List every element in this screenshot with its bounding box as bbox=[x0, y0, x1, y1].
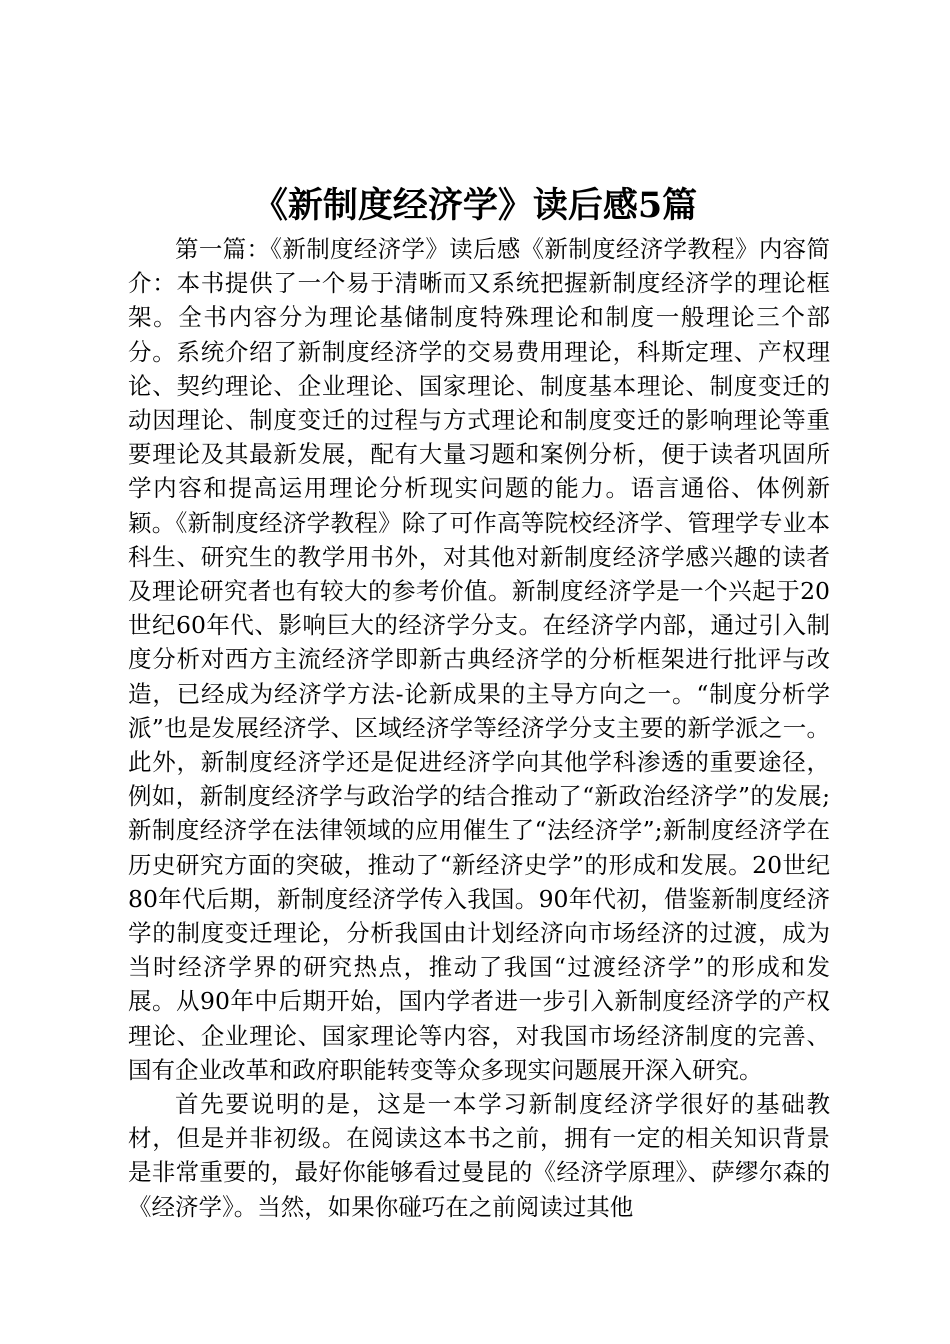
paragraph: 第一篇：《新制度经济学》读后感《新制度经济学教程》内容简介：本书提供了一个易于清晰而又系统把握新制度经济学的理论框架。全书内容分为理论基储制度特殊理论和制度一般理论三个部分。系统介绍了新制度经济学的交易费用理论，科斯定理、产权理论、契约理论、企业理论、国家理论、制度基本理论、制度变迁的动因理论、制度变迁的过程与方式理论和制度变迁的影响理论等重要理论及其最新发展，配有大量习题和案例分析，便于读者巩固所学内容和提高运用理论分析现实问题的能力。语言通俗、体例新颖。《新制度经济学教程》除了可作高等院校经济学、管理学专业本科生、研究生的教学用书外，对其他对新制度经济学感兴趣的读者及理论研究者也有较大的参考价值。新制度经济学是一个兴起于20世纪60年代、影响巨大的经济学分支。在经济学内部，通过引入制度分析对西方主流经济学即新古典经济学的分析框架进行批评与改造，已经成为经济学方法-论新成果的主导方向之一。“制度分析学派”也是发展经济学、区域经济学等经济学分支主要的新学派之一。此外，新制度经济学还是促进经济学向其他学科渗透的重要途径，例如，新制度经济学与政治学的结合推动了“新政治经济学”的发展;新制度经济学在法律领域的应用催生了“法经济学”;新制度经济学在历史研究方面的突破，推动了“新经济史学”的形成和发展。20世纪80年代后期，新制度经济学传入我国。90年代初，借鉴新制度经济学的制度变迁理论，分析我国由计划经济向市场经济的过渡，成为当时经济学界的研究热点，推动了我国“过渡经济学”的形成和发展。从90年中后期开始，国内学者进一步引入新制度经济学的产权理论、企业理论、国家理论等内容，对我国市场经济制度的完善、国有企业改革和政府职能转变等众多现实问题展开深入研究。 bbox=[128, 235, 830, 1084]
document-body bbox=[128, 232, 830, 1224]
paragraph: 首先要说明的是，这是一本学习新制度经济学很好的基础教材，但是并非初级。在阅读这本书之前，拥有一定的相关知识背景是非常重要的，最好你能够看过曼昆的《经济学原理》、萨缪尔森的《经济学》。当然，如果你碰巧在之前阅读过其他 bbox=[128, 1090, 830, 1221]
document-title: 《新制度经济学》读后感5篇 bbox=[252, 185, 698, 226]
